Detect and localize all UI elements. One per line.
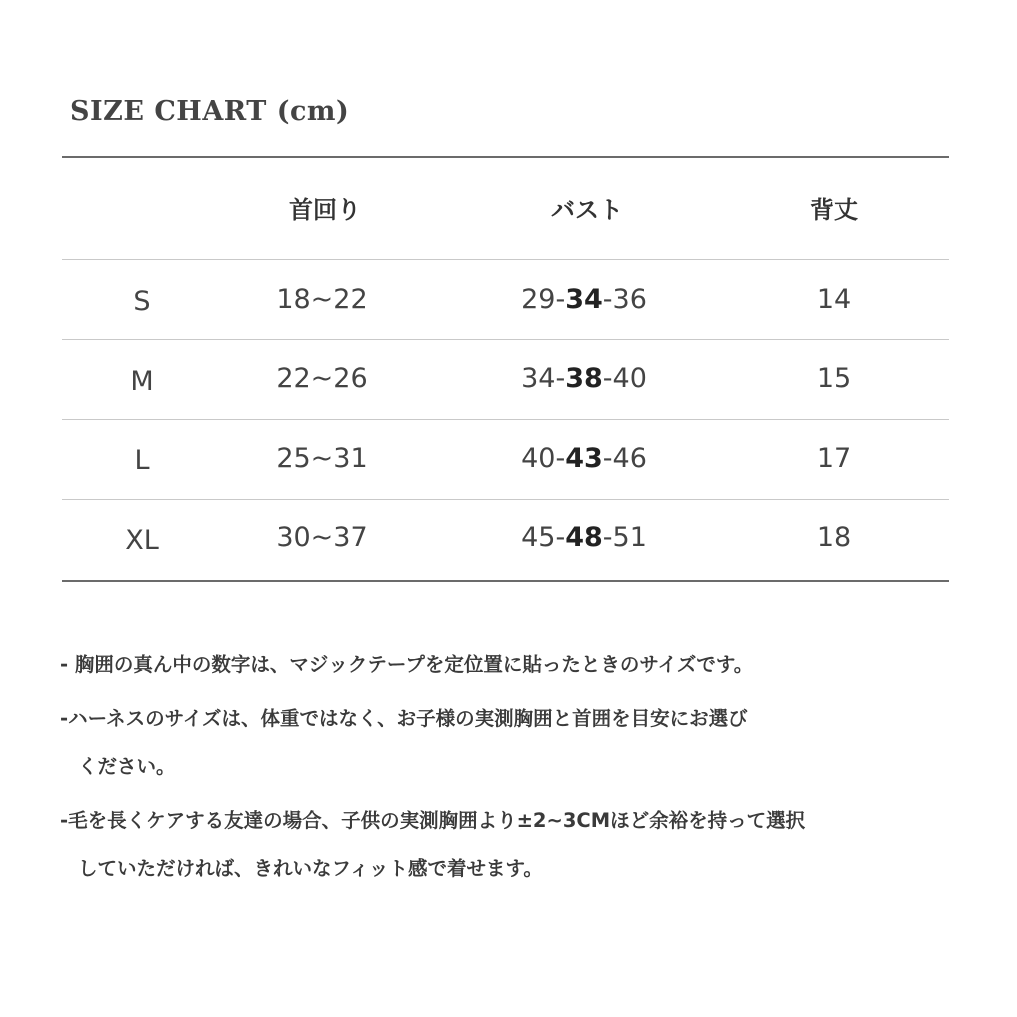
length-value: 18 bbox=[816, 522, 852, 553]
bust-value bbox=[464, 518, 704, 558]
bust-mid: 43 bbox=[565, 443, 603, 474]
table-bottom-rule bbox=[62, 580, 949, 582]
neck-value: 18~22 bbox=[276, 284, 368, 315]
note-chest-center: - 胸囲の真ん中の数字は、マジックテープを定位置に貼ったときのサイズです。 bbox=[60, 653, 754, 676]
size-notes bbox=[60, 643, 950, 895]
bust-value bbox=[464, 280, 704, 320]
row-rule bbox=[62, 419, 949, 420]
neck-value: 22~26 bbox=[276, 363, 368, 394]
row-rule bbox=[62, 499, 949, 500]
length-value: 14 bbox=[816, 284, 852, 315]
header-rule bbox=[62, 259, 949, 260]
row-rule bbox=[62, 339, 949, 340]
size-chart-title: SIZE CHART (cm) bbox=[70, 96, 350, 127]
bust-low: 40- bbox=[521, 443, 566, 474]
size-label: XL bbox=[125, 525, 159, 556]
neck-value: 25~31 bbox=[276, 443, 368, 474]
table-top-rule bbox=[62, 156, 949, 158]
bust-high: -40 bbox=[602, 363, 647, 394]
note-long-hair: -毛を長くケアする友達の場合、子供の実測胸囲より±2~3CMほど余裕を持って選択 bbox=[60, 809, 806, 832]
length-value: 17 bbox=[816, 443, 852, 474]
bust-mid: 38 bbox=[565, 363, 603, 394]
size-label: M bbox=[130, 366, 154, 397]
header-length: 背丈 bbox=[810, 196, 858, 224]
bust-high: -36 bbox=[602, 284, 647, 315]
size-label: L bbox=[134, 445, 150, 476]
header-bust: バスト bbox=[551, 196, 623, 224]
bust-low: 34- bbox=[521, 363, 566, 394]
note-choose-size: -ハーネスのサイズは、体重ではなく、お子様の実測胸囲と首囲を目安にお選び bbox=[60, 707, 748, 730]
neck-value: 30~37 bbox=[276, 522, 368, 553]
length-value: 15 bbox=[816, 363, 852, 394]
size-label: S bbox=[133, 286, 151, 317]
note-long-hair-cont: していただければ、きれいなフィット感で着せます。 bbox=[78, 857, 543, 880]
bust-low: 29- bbox=[521, 284, 566, 315]
bust-mid: 34 bbox=[565, 284, 603, 315]
note-choose-size-cont: ください。 bbox=[78, 755, 176, 778]
bust-low: 45- bbox=[521, 522, 566, 553]
bust-high: -46 bbox=[602, 443, 647, 474]
bust-value bbox=[464, 359, 704, 399]
header-neck: 首回り bbox=[289, 196, 361, 224]
bust-mid: 48 bbox=[565, 522, 603, 553]
bust-high: -51 bbox=[602, 522, 647, 553]
bust-value bbox=[464, 439, 704, 479]
